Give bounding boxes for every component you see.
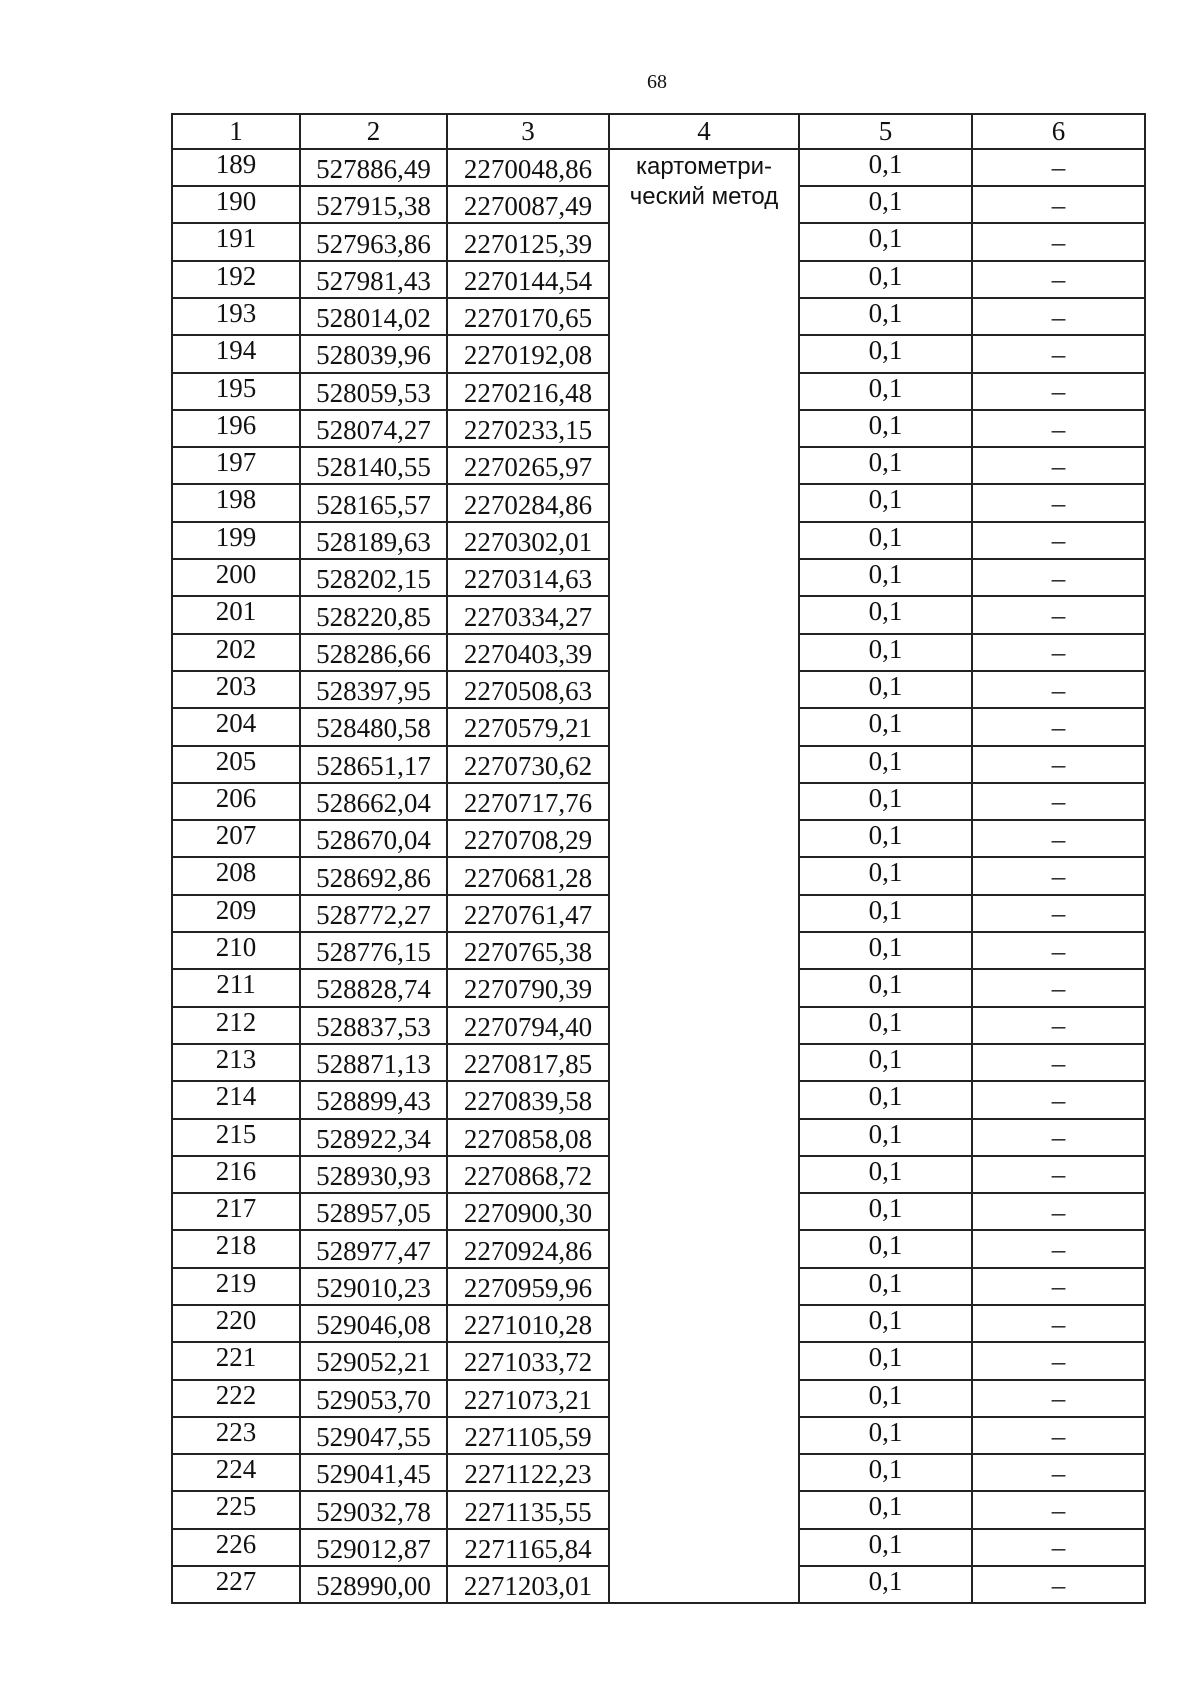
point-number: 218 xyxy=(172,1230,300,1267)
empty-dash: – xyxy=(972,1417,1145,1454)
accuracy-value: 0,1 xyxy=(799,820,972,857)
header-cell-6: 6 xyxy=(972,114,1145,149)
y-coordinate: 2270125,39 xyxy=(447,223,609,260)
x-coordinate: 528922,34 xyxy=(300,1119,447,1156)
x-coordinate: 528480,58 xyxy=(300,708,447,745)
y-coordinate: 2270233,15 xyxy=(447,410,609,447)
y-coordinate: 2270403,39 xyxy=(447,634,609,671)
point-number: 192 xyxy=(172,261,300,298)
y-coordinate: 2270868,72 xyxy=(447,1156,609,1193)
header-cell-2: 2 xyxy=(300,114,447,149)
coordinates-table xyxy=(171,113,1146,1604)
point-number: 205 xyxy=(172,746,300,783)
accuracy-value: 0,1 xyxy=(799,373,972,410)
y-coordinate: 2270959,96 xyxy=(447,1268,609,1305)
y-coordinate: 2270839,58 xyxy=(447,1081,609,1118)
x-coordinate: 528039,96 xyxy=(300,335,447,372)
table-row xyxy=(172,149,1145,186)
y-coordinate: 2270284,86 xyxy=(447,484,609,521)
point-number: 223 xyxy=(172,1417,300,1454)
empty-dash: – xyxy=(972,1007,1145,1044)
y-coordinate: 2271073,21 xyxy=(447,1380,609,1417)
empty-dash: – xyxy=(972,1342,1145,1379)
accuracy-value: 0,1 xyxy=(799,447,972,484)
x-coordinate: 528202,15 xyxy=(300,559,447,596)
empty-dash: – xyxy=(972,559,1145,596)
x-coordinate: 528165,57 xyxy=(300,484,447,521)
empty-dash: – xyxy=(972,820,1145,857)
x-coordinate: 528074,27 xyxy=(300,410,447,447)
accuracy-value: 0,1 xyxy=(799,1193,972,1230)
accuracy-value: 0,1 xyxy=(799,596,972,633)
accuracy-value: 0,1 xyxy=(799,1529,972,1566)
point-number: 211 xyxy=(172,969,300,1006)
point-number: 200 xyxy=(172,559,300,596)
x-coordinate: 528837,53 xyxy=(300,1007,447,1044)
empty-dash: – xyxy=(972,969,1145,1006)
empty-dash: – xyxy=(972,783,1145,820)
point-number: 227 xyxy=(172,1566,300,1603)
empty-dash: – xyxy=(972,186,1145,223)
y-coordinate: 2270765,38 xyxy=(447,932,609,969)
accuracy-value: 0,1 xyxy=(799,671,972,708)
point-number: 215 xyxy=(172,1119,300,1156)
y-coordinate: 2271165,84 xyxy=(447,1529,609,1566)
point-number: 225 xyxy=(172,1491,300,1528)
method-text-line: ческий метод xyxy=(629,182,779,210)
point-number: 198 xyxy=(172,484,300,521)
point-number: 220 xyxy=(172,1305,300,1342)
x-coordinate: 528772,27 xyxy=(300,895,447,932)
x-coordinate: 529012,87 xyxy=(300,1529,447,1566)
empty-dash: – xyxy=(972,932,1145,969)
point-number: 199 xyxy=(172,522,300,559)
header-cell-5: 5 xyxy=(799,114,972,149)
x-coordinate: 528828,74 xyxy=(300,969,447,1006)
y-coordinate: 2270794,40 xyxy=(447,1007,609,1044)
point-number: 216 xyxy=(172,1156,300,1193)
empty-dash: – xyxy=(972,1119,1145,1156)
accuracy-value: 0,1 xyxy=(799,1380,972,1417)
empty-dash: – xyxy=(972,895,1145,932)
empty-dash: – xyxy=(972,1454,1145,1491)
empty-dash: – xyxy=(972,1268,1145,1305)
accuracy-value: 0,1 xyxy=(799,186,972,223)
point-number: 217 xyxy=(172,1193,300,1230)
empty-dash: – xyxy=(972,298,1145,335)
x-coordinate: 528990,00 xyxy=(300,1566,447,1603)
accuracy-value: 0,1 xyxy=(799,1454,972,1491)
point-number: 219 xyxy=(172,1268,300,1305)
empty-dash: – xyxy=(972,522,1145,559)
y-coordinate: 2270144,54 xyxy=(447,261,609,298)
accuracy-value: 0,1 xyxy=(799,261,972,298)
point-number: 222 xyxy=(172,1380,300,1417)
x-coordinate: 528977,47 xyxy=(300,1230,447,1267)
accuracy-value: 0,1 xyxy=(799,335,972,372)
empty-dash: – xyxy=(972,223,1145,260)
y-coordinate: 2270302,01 xyxy=(447,522,609,559)
y-coordinate: 2270717,76 xyxy=(447,783,609,820)
y-coordinate: 2270170,65 xyxy=(447,298,609,335)
accuracy-value: 0,1 xyxy=(799,1007,972,1044)
y-coordinate: 2270761,47 xyxy=(447,895,609,932)
accuracy-value: 0,1 xyxy=(799,223,972,260)
empty-dash: – xyxy=(972,484,1145,521)
x-coordinate: 528692,86 xyxy=(300,857,447,894)
x-coordinate: 528651,17 xyxy=(300,746,447,783)
point-number: 214 xyxy=(172,1081,300,1118)
method-cell xyxy=(609,149,799,1604)
empty-dash: – xyxy=(972,1566,1145,1603)
x-coordinate: 528014,02 xyxy=(300,298,447,335)
point-number: 202 xyxy=(172,634,300,671)
x-coordinate: 528871,13 xyxy=(300,1044,447,1081)
x-coordinate: 528140,55 xyxy=(300,447,447,484)
empty-dash: – xyxy=(972,671,1145,708)
x-coordinate: 528957,05 xyxy=(300,1193,447,1230)
point-number: 221 xyxy=(172,1342,300,1379)
empty-dash: – xyxy=(972,447,1145,484)
empty-dash: – xyxy=(972,1230,1145,1267)
accuracy-value: 0,1 xyxy=(799,410,972,447)
empty-dash: – xyxy=(972,1156,1145,1193)
point-number: 196 xyxy=(172,410,300,447)
accuracy-value: 0,1 xyxy=(799,1566,972,1603)
x-coordinate: 528286,66 xyxy=(300,634,447,671)
accuracy-value: 0,1 xyxy=(799,149,972,186)
y-coordinate: 2270579,21 xyxy=(447,708,609,745)
header-cell-4: 4 xyxy=(609,114,799,149)
point-number: 212 xyxy=(172,1007,300,1044)
y-coordinate: 2271105,59 xyxy=(447,1417,609,1454)
x-coordinate: 527886,49 xyxy=(300,149,447,186)
x-coordinate: 528776,15 xyxy=(300,932,447,969)
y-coordinate: 2270216,48 xyxy=(447,373,609,410)
point-number: 194 xyxy=(172,335,300,372)
point-number: 191 xyxy=(172,223,300,260)
y-coordinate: 2271122,23 xyxy=(447,1454,609,1491)
empty-dash: – xyxy=(972,708,1145,745)
x-coordinate: 527963,86 xyxy=(300,223,447,260)
y-coordinate: 2271135,55 xyxy=(447,1491,609,1528)
accuracy-value: 0,1 xyxy=(799,522,972,559)
point-number: 210 xyxy=(172,932,300,969)
y-coordinate: 2270730,62 xyxy=(447,746,609,783)
point-number: 203 xyxy=(172,671,300,708)
point-number: 206 xyxy=(172,783,300,820)
accuracy-value: 0,1 xyxy=(799,1342,972,1379)
point-number: 207 xyxy=(172,820,300,857)
point-number: 197 xyxy=(172,447,300,484)
accuracy-value: 0,1 xyxy=(799,932,972,969)
empty-dash: – xyxy=(972,1529,1145,1566)
header-cell-1: 1 xyxy=(172,114,300,149)
point-number: 201 xyxy=(172,596,300,633)
y-coordinate: 2270265,97 xyxy=(447,447,609,484)
empty-dash: – xyxy=(972,1081,1145,1118)
y-coordinate: 2270314,63 xyxy=(447,559,609,596)
accuracy-value: 0,1 xyxy=(799,559,972,596)
y-coordinate: 2270858,08 xyxy=(447,1119,609,1156)
x-coordinate: 528670,04 xyxy=(300,820,447,857)
point-number: 189 xyxy=(172,149,300,186)
x-coordinate: 529032,78 xyxy=(300,1491,447,1528)
y-coordinate: 2271033,72 xyxy=(447,1342,609,1379)
accuracy-value: 0,1 xyxy=(799,857,972,894)
y-coordinate: 2270817,85 xyxy=(447,1044,609,1081)
empty-dash: – xyxy=(972,149,1145,186)
y-coordinate: 2270334,27 xyxy=(447,596,609,633)
accuracy-value: 0,1 xyxy=(799,1156,972,1193)
y-coordinate: 2270924,86 xyxy=(447,1230,609,1267)
x-coordinate: 527981,43 xyxy=(300,261,447,298)
x-coordinate: 529052,21 xyxy=(300,1342,447,1379)
accuracy-value: 0,1 xyxy=(799,1417,972,1454)
point-number: 209 xyxy=(172,895,300,932)
x-coordinate: 528220,85 xyxy=(300,596,447,633)
header-row xyxy=(172,114,1145,149)
table-body xyxy=(172,149,1145,1604)
y-coordinate: 2270681,28 xyxy=(447,857,609,894)
accuracy-value: 0,1 xyxy=(799,298,972,335)
accuracy-value: 0,1 xyxy=(799,1491,972,1528)
method-text-line: картометри- xyxy=(635,152,773,180)
accuracy-value: 0,1 xyxy=(799,783,972,820)
x-coordinate: 528662,04 xyxy=(300,783,447,820)
x-coordinate: 529047,55 xyxy=(300,1417,447,1454)
y-coordinate: 2271203,01 xyxy=(447,1566,609,1603)
empty-dash: – xyxy=(972,1193,1145,1230)
accuracy-value: 0,1 xyxy=(799,746,972,783)
y-coordinate: 2270048,86 xyxy=(447,149,609,186)
page-number: 68 xyxy=(647,71,667,93)
empty-dash: – xyxy=(972,857,1145,894)
accuracy-value: 0,1 xyxy=(799,708,972,745)
empty-dash: – xyxy=(972,410,1145,447)
empty-dash: – xyxy=(972,634,1145,671)
x-coordinate: 528930,93 xyxy=(300,1156,447,1193)
x-coordinate: 528397,95 xyxy=(300,671,447,708)
x-coordinate: 529053,70 xyxy=(300,1380,447,1417)
y-coordinate: 2270508,63 xyxy=(447,671,609,708)
empty-dash: – xyxy=(972,261,1145,298)
y-coordinate: 2270790,39 xyxy=(447,969,609,1006)
y-coordinate: 2270192,08 xyxy=(447,335,609,372)
x-coordinate: 529041,45 xyxy=(300,1454,447,1491)
accuracy-value: 0,1 xyxy=(799,1230,972,1267)
point-number: 226 xyxy=(172,1529,300,1566)
accuracy-value: 0,1 xyxy=(799,1305,972,1342)
header-cell-3: 3 xyxy=(447,114,609,149)
empty-dash: – xyxy=(972,746,1145,783)
x-coordinate: 528899,43 xyxy=(300,1081,447,1118)
accuracy-value: 0,1 xyxy=(799,634,972,671)
accuracy-value: 0,1 xyxy=(799,969,972,1006)
accuracy-value: 0,1 xyxy=(799,1268,972,1305)
point-number: 193 xyxy=(172,298,300,335)
empty-dash: – xyxy=(972,373,1145,410)
accuracy-value: 0,1 xyxy=(799,1081,972,1118)
accuracy-value: 0,1 xyxy=(799,484,972,521)
point-number: 195 xyxy=(172,373,300,410)
empty-dash: – xyxy=(972,1044,1145,1081)
point-number: 208 xyxy=(172,857,300,894)
y-coordinate: 2270708,29 xyxy=(447,820,609,857)
y-coordinate: 2270087,49 xyxy=(447,186,609,223)
x-coordinate: 528059,53 xyxy=(300,373,447,410)
empty-dash: – xyxy=(972,335,1145,372)
y-coordinate: 2270900,30 xyxy=(447,1193,609,1230)
y-coordinate: 2271010,28 xyxy=(447,1305,609,1342)
accuracy-value: 0,1 xyxy=(799,895,972,932)
empty-dash: – xyxy=(972,1380,1145,1417)
accuracy-value: 0,1 xyxy=(799,1119,972,1156)
empty-dash: – xyxy=(972,1491,1145,1528)
empty-dash: – xyxy=(972,1305,1145,1342)
x-coordinate: 529046,08 xyxy=(300,1305,447,1342)
accuracy-value: 0,1 xyxy=(799,1044,972,1081)
empty-dash: – xyxy=(972,596,1145,633)
point-number: 224 xyxy=(172,1454,300,1491)
point-number: 213 xyxy=(172,1044,300,1081)
x-coordinate: 529010,23 xyxy=(300,1268,447,1305)
point-number: 204 xyxy=(172,708,300,745)
x-coordinate: 528189,63 xyxy=(300,522,447,559)
x-coordinate: 527915,38 xyxy=(300,186,447,223)
point-number: 190 xyxy=(172,186,300,223)
